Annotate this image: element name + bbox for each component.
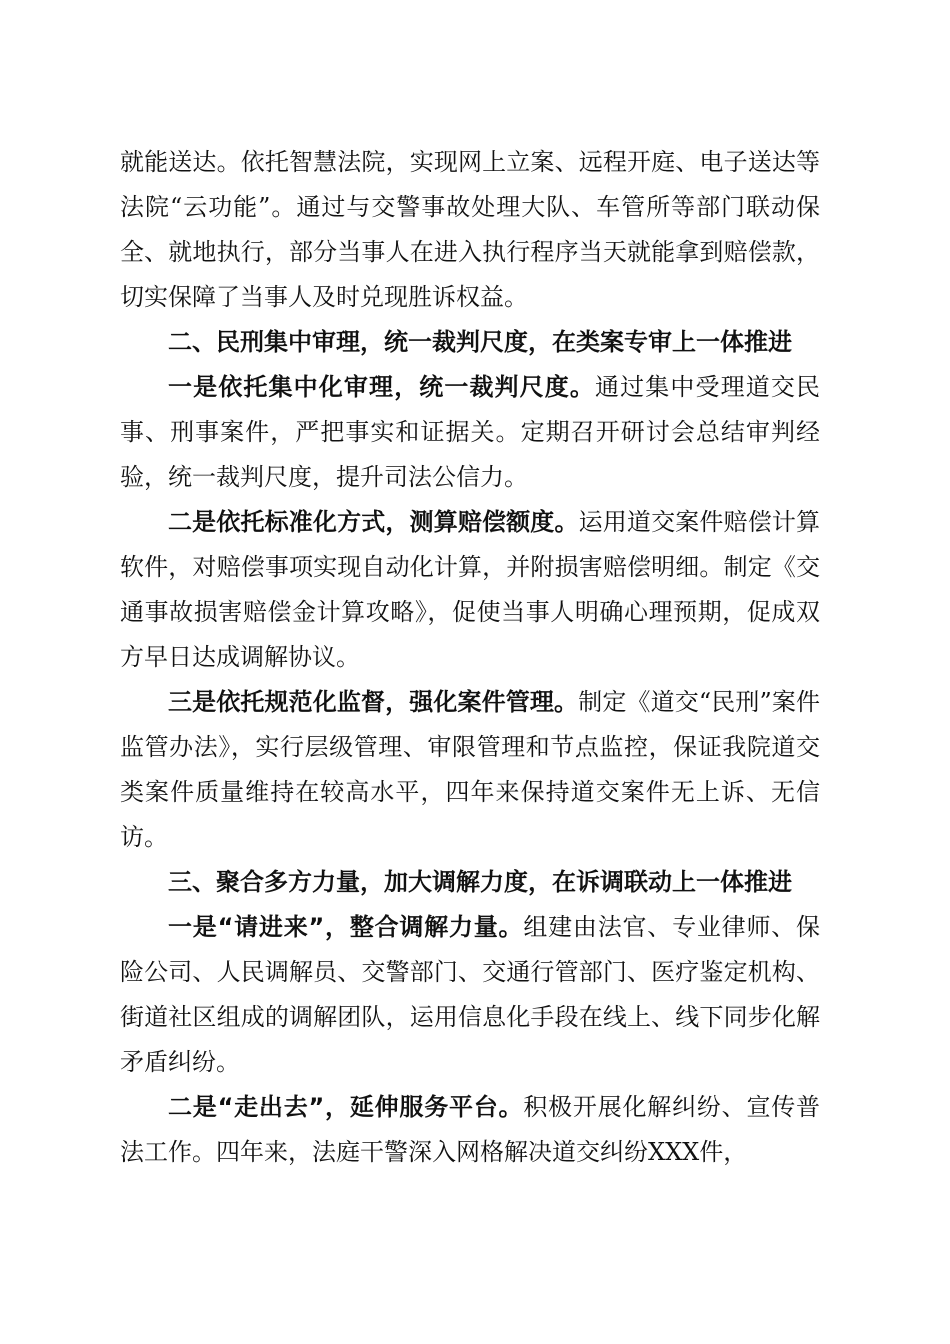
paragraph-lead: 一是“请进来”，整合调解力量。 xyxy=(168,913,524,941)
paragraph-text: 通过集中受理道交民事、刑事案件，严把事实和证据关。定期召开研讨会总结审判经验，统一裁判尺度，提升司法公信力。 xyxy=(120,373,821,491)
paragraph-item-3-1 xyxy=(120,905,820,1085)
paragraph-lead: 二是依托标准化方式，测算赔偿额度。 xyxy=(168,508,579,536)
document-body xyxy=(120,140,820,1175)
paragraph-lead: 二是“走出去”，延伸服务平台。 xyxy=(168,1093,524,1121)
paragraph-text: 组建由法官、专业律师、保险公司、人民调解员、交警部门、交通行管部门、医疗鉴定机构、街道社区组成的调解团队，运用信息化手段在线上、线下同步化解矛盾纠纷。 xyxy=(120,913,821,1076)
paragraph-item-2-3 xyxy=(120,680,820,860)
paragraph-text: 就能送达。依托智慧法院，实现网上立案、远程开庭、电子送达等法院“云功能”。通过与交警事故处理大队、车管所等部门联动保全、就地执行，部分当事人在进入执行程序当天就能拿到赔偿款，切实保障了当事人及时兑现胜诉权益。 xyxy=(120,148,820,311)
paragraph-text: 运用道交案件赔偿计算软件，对赔偿事项实现自动化计算，并附损害赔偿明细。制定《交通事故损害赔偿金计算攻略》，促使当事人明确心理预期，促成双方早日达成调解协议。 xyxy=(120,508,821,671)
paragraph-item-2-1 xyxy=(120,365,820,500)
paragraph-text: 制定《道交“民刑”案件监管办法》，实行层级管理、审限管理和节点监控，保证我院道交类案件质量维持在较高水平，四年来保持道交案件无上诉、无信访。 xyxy=(120,688,821,851)
paragraph-continuation xyxy=(120,140,820,320)
paragraph-item-2-2 xyxy=(120,500,820,680)
section-heading-2: 二、民刑集中审理，统一裁判尺度，在类案专审上一体推进 xyxy=(168,328,792,356)
paragraph-lead: 三是依托规范化监督，强化案件管理。 xyxy=(168,688,579,716)
paragraph-item-3-2 xyxy=(120,1085,820,1175)
paragraph-lead: 一是依托集中化审理，统一裁判尺度。 xyxy=(168,373,596,401)
paragraph-text: 积极开展化解纠纷、宣传普法工作。四年来，法庭干警深入网格解决道交纠纷XXX件， xyxy=(120,1093,821,1166)
section-heading-3: 三、聚合多方力量，加大调解力度，在诉调联动上一体推进 xyxy=(168,868,792,896)
